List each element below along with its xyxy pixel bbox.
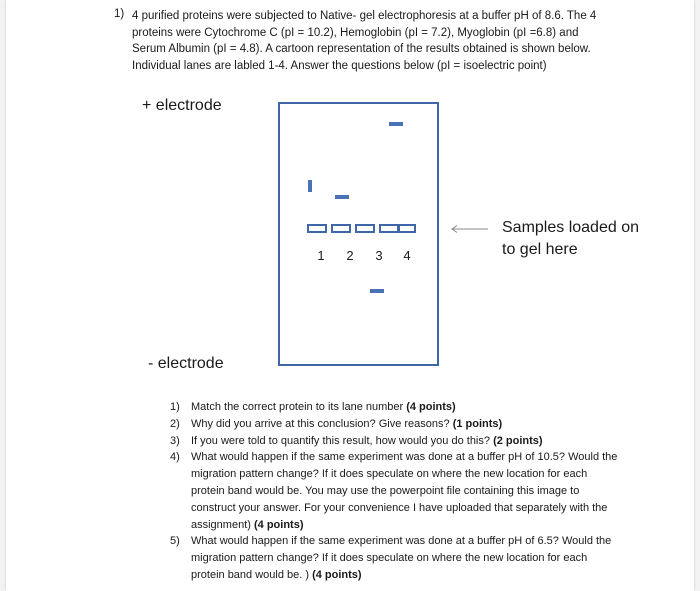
left-arrow-icon	[450, 224, 490, 234]
band-lane4-top	[389, 122, 403, 126]
question-intro: 4 purified proteins were subjected to Native- gel electrophoresis at a buffer pH of 8.6. The 4 proteins were Cytochrome C (pI = 10.2), Hemoglobin (pI = 7.2), Myoglobin (pI =6.8) and Serum Albumin (pI = 4.8). A cartoon representation of the results obtained is shown below. Individual lanes are labled 1-4. Answer the questions below (pI = isoelectric point)	[132, 10, 597, 72]
question-number: 1)	[114, 8, 125, 20]
lane-label-2: 2	[346, 248, 354, 263]
well-lane4	[379, 224, 399, 233]
well-lane5	[398, 224, 416, 233]
samples-loaded-label: Samples loaded on to gel here	[502, 219, 639, 258]
sub-question-1: 1) Match the correct protein to its lane number (4 points)	[170, 401, 456, 413]
band-lane3	[370, 289, 384, 293]
lane-label-3: 3	[375, 248, 383, 263]
sub-question-list	[170, 399, 620, 584]
well-lane3	[355, 224, 375, 233]
lane-label-1: 1	[317, 248, 325, 263]
sub-question-2: 2) Why did you arrive at this conclusion? Give reasons? (1 points)	[170, 417, 503, 430]
band-lane2	[335, 195, 349, 199]
minus-electrode-label: - electrode	[148, 355, 224, 372]
sub-question-5: 5) What would happen if the same experiment was done at a buffer pH of 6.5? Would the migration pattern change? If it does speculate on where the new location for each protein band would be. ) (4 points)	[170, 535, 612, 581]
gel-outline	[278, 102, 439, 366]
band-lane1	[308, 180, 312, 192]
lane-label-4: 4	[403, 248, 411, 263]
well-lane1	[307, 224, 327, 233]
well-lane2	[331, 224, 351, 233]
sub-question-4: 4) What would happen if the same experiment was done at a buffer pH of 10.5? Would the migration pattern change? If it does speculate on where the new location for each protein band would be. You may use the powerpoint file containing this image to construct your answer. For your convenience I have uploaded that separately with the assignment) (4 points)	[170, 451, 618, 531]
sub-question-3: 3) If you were told to quantify this result, how would you do this? (2 points)	[170, 434, 543, 447]
plus-electrode-label: + electrode	[142, 97, 222, 114]
